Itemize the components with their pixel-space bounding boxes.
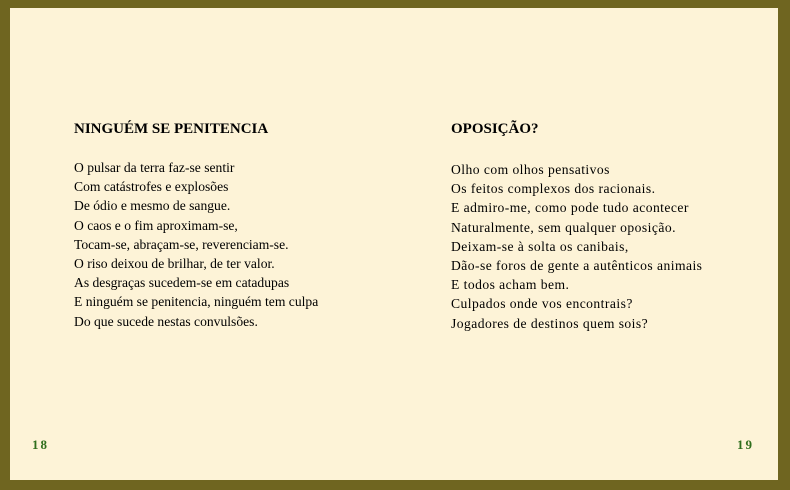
- poem-line: Olho com olhos pensativos: [451, 162, 610, 177]
- poem-line: Os feitos complexos dos racionais.: [451, 181, 656, 197]
- poem-line: Jogadores de destinos quem sois?: [451, 315, 649, 331]
- poem-line: Naturalmente, sem qualquer oposição.: [451, 219, 676, 235]
- poem-line: Tocam-se, abraçam-se, reverenciam-se.: [74, 236, 289, 252]
- poem-line: Deixam-se à solta os canibais,: [451, 238, 629, 254]
- page-number-left: 18: [32, 437, 49, 452]
- poem-lines-right: [451, 160, 771, 333]
- poem-line: Culpados onde vos encontrais?: [451, 296, 633, 312]
- poem-line: E ninguém se penitencia, ninguém tem culpa: [74, 294, 319, 310]
- poem-right: [451, 120, 771, 333]
- page-number-right: 19: [737, 437, 754, 452]
- poem-left: [74, 120, 394, 331]
- poem-line: E todos acham bem.: [451, 277, 570, 293]
- poem-title-left: NINGUÉM SE PENITENCIA: [74, 121, 269, 137]
- poem-line: O riso deixou de brilhar, de ter valor.: [74, 256, 275, 272]
- poem-line: E admiro-me, como pode tudo acontecer: [451, 200, 689, 216]
- poem-lines-left: [74, 158, 394, 331]
- poem-line: Do que sucede nestas convulsões.: [74, 313, 258, 329]
- poem-line: Dão-se foros de gente a autênticos animais: [451, 258, 703, 274]
- poem-line: As desgraças sucedem-se em catadupas: [74, 275, 290, 291]
- poem-title-right: OPOSIÇÃO?: [451, 121, 539, 137]
- book-page-spread: [10, 8, 778, 480]
- poem-line: De ódio e mesmo de sangue.: [74, 198, 231, 214]
- poem-line: Com catástrofes e explosões: [74, 179, 229, 195]
- poem-line: O caos e o fim aproximam-se,: [74, 217, 238, 233]
- poem-line: O pulsar da terra faz-se sentir: [74, 160, 235, 175]
